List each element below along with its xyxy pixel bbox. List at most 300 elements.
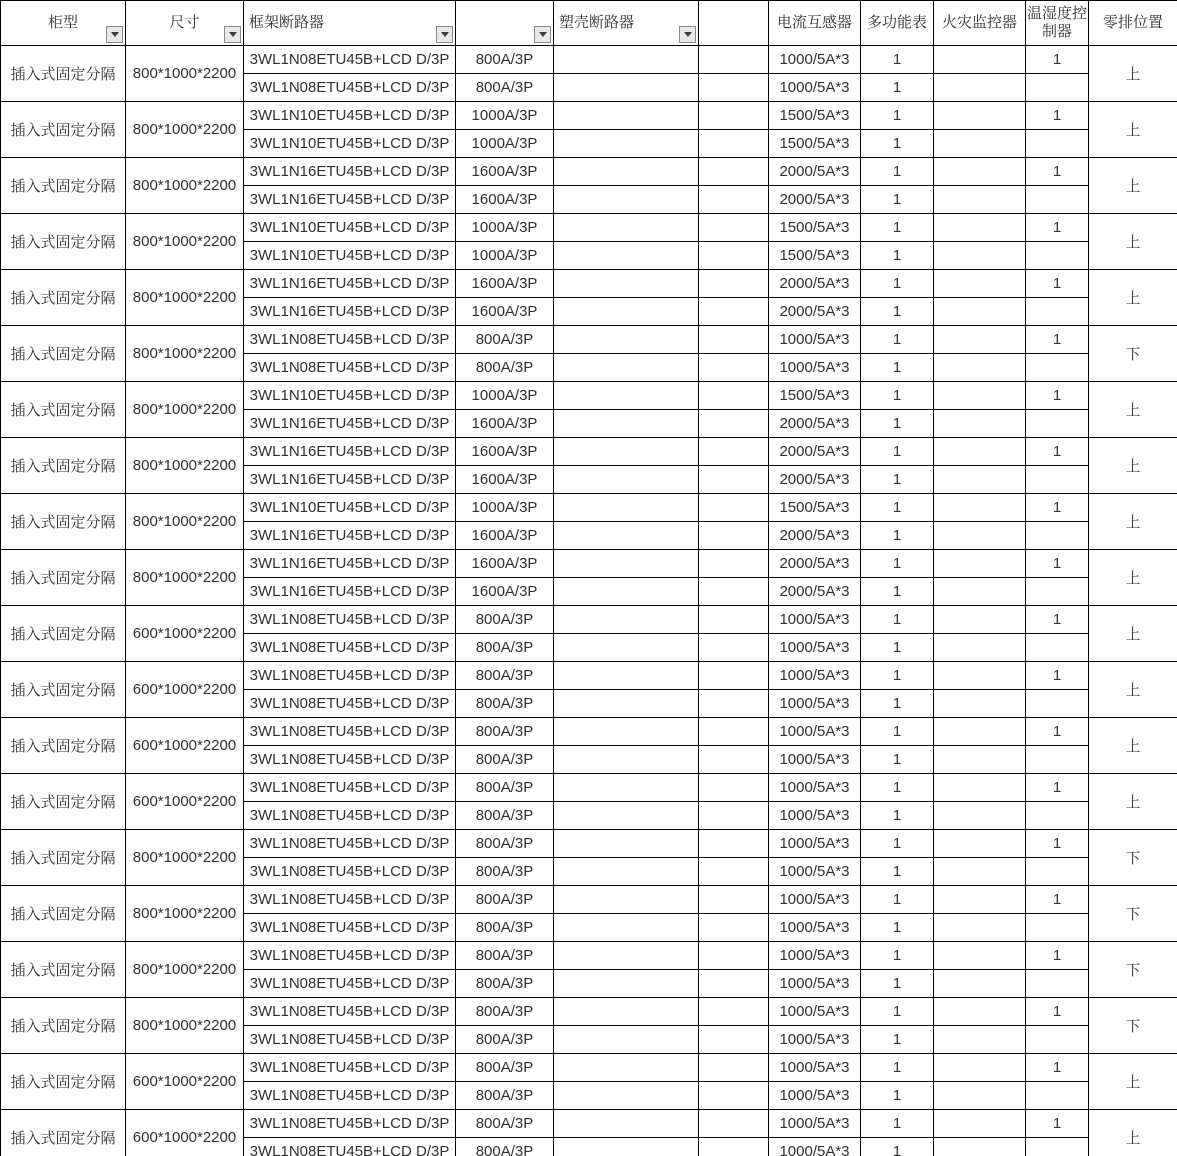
cell-acb[interactable]: 3WL1N08ETU45B+LCD D/3P [244, 998, 456, 1026]
cell-cabinet-type[interactable]: 插入式固定分隔 [1, 774, 126, 830]
cell-acb-rating[interactable]: 800A/3P [456, 718, 554, 746]
cell-size[interactable]: 800*1000*2200 [126, 886, 244, 942]
header-mccb-extra[interactable] [699, 1, 769, 46]
cell-fire-monitor[interactable] [934, 74, 1026, 102]
cell-mccb[interactable] [554, 354, 699, 382]
cell-multifunction-meter[interactable]: 1 [861, 242, 934, 270]
cell-temp-humidity-controller[interactable]: 1 [1026, 606, 1089, 634]
cell-multifunction-meter[interactable]: 1 [861, 186, 934, 214]
cell-size[interactable]: 800*1000*2200 [126, 550, 244, 606]
cell-current-transformer[interactable]: 1500/5A*3 [769, 242, 861, 270]
cell-acb[interactable]: 3WL1N08ETU45B+LCD D/3P [244, 74, 456, 102]
cell-mccb-extra[interactable] [699, 634, 769, 662]
cell-cabinet-type[interactable]: 插入式固定分隔 [1, 382, 126, 438]
cell-size[interactable]: 600*1000*2200 [126, 1110, 244, 1156]
cell-current-transformer[interactable]: 1000/5A*3 [769, 354, 861, 382]
cell-fire-monitor[interactable] [934, 102, 1026, 130]
cell-mccb[interactable] [554, 74, 699, 102]
cell-mccb-extra[interactable] [699, 1054, 769, 1082]
cell-temp-humidity-controller[interactable] [1026, 1138, 1089, 1156]
cell-temp-humidity-controller[interactable] [1026, 858, 1089, 886]
cell-current-transformer[interactable]: 1000/5A*3 [769, 886, 861, 914]
cell-mccb[interactable] [554, 606, 699, 634]
cell-acb-rating[interactable]: 800A/3P [456, 1054, 554, 1082]
cell-mccb[interactable] [554, 466, 699, 494]
cell-fire-monitor[interactable] [934, 382, 1026, 410]
cell-temp-humidity-controller[interactable] [1026, 914, 1089, 942]
cell-neutral-bar-position[interactable]: 上 [1089, 158, 1177, 214]
cell-mccb[interactable] [554, 970, 699, 998]
cell-mccb-extra[interactable] [699, 158, 769, 186]
cell-acb[interactable]: 3WL1N10ETU45B+LCD D/3P [244, 494, 456, 522]
cell-size[interactable]: 800*1000*2200 [126, 830, 244, 886]
cell-current-transformer[interactable]: 1000/5A*3 [769, 1054, 861, 1082]
cell-fire-monitor[interactable] [934, 970, 1026, 998]
cell-neutral-bar-position[interactable]: 上 [1089, 46, 1177, 102]
cell-acb-rating[interactable]: 800A/3P [456, 1026, 554, 1054]
cell-mccb[interactable] [554, 998, 699, 1026]
cell-mccb-extra[interactable] [699, 186, 769, 214]
cell-current-transformer[interactable]: 2000/5A*3 [769, 158, 861, 186]
cell-mccb-extra[interactable] [699, 130, 769, 158]
cell-neutral-bar-position[interactable]: 上 [1089, 494, 1177, 550]
cell-temp-humidity-controller[interactable]: 1 [1026, 550, 1089, 578]
cell-current-transformer[interactable]: 1000/5A*3 [769, 74, 861, 102]
cell-mccb-extra[interactable] [699, 690, 769, 718]
cell-acb[interactable]: 3WL1N16ETU45B+LCD D/3P [244, 186, 456, 214]
cell-mccb-extra[interactable] [699, 662, 769, 690]
cell-acb[interactable]: 3WL1N08ETU45B+LCD D/3P [244, 886, 456, 914]
cell-temp-humidity-controller[interactable] [1026, 466, 1089, 494]
cell-current-transformer[interactable]: 1000/5A*3 [769, 46, 861, 74]
cell-acb[interactable]: 3WL1N08ETU45B+LCD D/3P [244, 858, 456, 886]
cell-mccb-extra[interactable] [699, 802, 769, 830]
cell-current-transformer[interactable]: 2000/5A*3 [769, 578, 861, 606]
cell-current-transformer[interactable]: 1500/5A*3 [769, 382, 861, 410]
cell-fire-monitor[interactable] [934, 578, 1026, 606]
cell-mccb[interactable] [554, 46, 699, 74]
cell-multifunction-meter[interactable]: 1 [861, 130, 934, 158]
cell-cabinet-type[interactable]: 插入式固定分隔 [1, 438, 126, 494]
cell-fire-monitor[interactable] [934, 690, 1026, 718]
cell-current-transformer[interactable]: 1000/5A*3 [769, 1026, 861, 1054]
cell-multifunction-meter[interactable]: 1 [861, 438, 934, 466]
filter-button-cabinet-type[interactable] [106, 26, 123, 43]
cell-acb[interactable]: 3WL1N16ETU45B+LCD D/3P [244, 550, 456, 578]
cell-temp-humidity-controller[interactable]: 1 [1026, 774, 1089, 802]
cell-temp-humidity-controller[interactable]: 1 [1026, 998, 1089, 1026]
cell-neutral-bar-position[interactable]: 上 [1089, 214, 1177, 270]
cell-cabinet-type[interactable]: 插入式固定分隔 [1, 718, 126, 774]
cell-cabinet-type[interactable]: 插入式固定分隔 [1, 1054, 126, 1110]
cell-acb-rating[interactable]: 800A/3P [456, 46, 554, 74]
cell-cabinet-type[interactable]: 插入式固定分隔 [1, 550, 126, 606]
cell-multifunction-meter[interactable]: 1 [861, 522, 934, 550]
cell-temp-humidity-controller[interactable]: 1 [1026, 942, 1089, 970]
cell-cabinet-type[interactable]: 插入式固定分隔 [1, 662, 126, 718]
cell-fire-monitor[interactable] [934, 830, 1026, 858]
cell-multifunction-meter[interactable]: 1 [861, 466, 934, 494]
cell-size[interactable]: 800*1000*2200 [126, 270, 244, 326]
cell-acb[interactable]: 3WL1N08ETU45B+LCD D/3P [244, 802, 456, 830]
cell-acb-rating[interactable]: 1000A/3P [456, 242, 554, 270]
cell-current-transformer[interactable]: 2000/5A*3 [769, 270, 861, 298]
cell-mccb[interactable] [554, 1026, 699, 1054]
cell-neutral-bar-position[interactable]: 下 [1089, 886, 1177, 942]
cell-temp-humidity-controller[interactable]: 1 [1026, 662, 1089, 690]
cell-mccb[interactable] [554, 886, 699, 914]
cell-multifunction-meter[interactable]: 1 [861, 690, 934, 718]
cell-multifunction-meter[interactable]: 1 [861, 102, 934, 130]
cell-acb-rating[interactable]: 1600A/3P [456, 158, 554, 186]
cell-temp-humidity-controller[interactable] [1026, 1026, 1089, 1054]
cell-acb-rating[interactable]: 800A/3P [456, 662, 554, 690]
cell-multifunction-meter[interactable]: 1 [861, 1026, 934, 1054]
cell-temp-humidity-controller[interactable]: 1 [1026, 1054, 1089, 1082]
cell-fire-monitor[interactable] [934, 270, 1026, 298]
cell-temp-humidity-controller[interactable]: 1 [1026, 830, 1089, 858]
cell-multifunction-meter[interactable]: 1 [861, 858, 934, 886]
cell-acb-rating[interactable]: 800A/3P [456, 970, 554, 998]
cell-acb-rating[interactable]: 1600A/3P [456, 522, 554, 550]
cell-acb-rating[interactable]: 800A/3P [456, 830, 554, 858]
cell-acb-rating[interactable]: 1600A/3P [456, 410, 554, 438]
cell-temp-humidity-controller[interactable]: 1 [1026, 158, 1089, 186]
cell-cabinet-type[interactable]: 插入式固定分隔 [1, 46, 126, 102]
cell-multifunction-meter[interactable]: 1 [861, 634, 934, 662]
cell-mccb[interactable] [554, 438, 699, 466]
cell-acb[interactable]: 3WL1N16ETU45B+LCD D/3P [244, 410, 456, 438]
cell-acb[interactable]: 3WL1N08ETU45B+LCD D/3P [244, 46, 456, 74]
header-temp-humidity-controller[interactable] [1026, 1, 1089, 46]
cell-fire-monitor[interactable] [934, 326, 1026, 354]
cell-acb[interactable]: 3WL1N08ETU45B+LCD D/3P [244, 970, 456, 998]
cell-mccb-extra[interactable] [699, 74, 769, 102]
cell-acb-rating[interactable]: 800A/3P [456, 1082, 554, 1110]
cell-mccb[interactable] [554, 130, 699, 158]
cell-acb[interactable]: 3WL1N08ETU45B+LCD D/3P [244, 1026, 456, 1054]
cell-mccb-extra[interactable] [699, 242, 769, 270]
cell-mccb-extra[interactable] [699, 550, 769, 578]
cell-current-transformer[interactable]: 2000/5A*3 [769, 522, 861, 550]
header-neutral-bar-position[interactable] [1089, 1, 1177, 46]
cell-mccb-extra[interactable] [699, 1082, 769, 1110]
cell-fire-monitor[interactable] [934, 914, 1026, 942]
cell-temp-humidity-controller[interactable]: 1 [1026, 718, 1089, 746]
cell-mccb[interactable] [554, 1138, 699, 1156]
cell-temp-humidity-controller[interactable]: 1 [1026, 326, 1089, 354]
cell-acb-rating[interactable]: 1600A/3P [456, 466, 554, 494]
header-fire-monitor[interactable] [934, 1, 1026, 46]
cell-fire-monitor[interactable] [934, 1082, 1026, 1110]
cell-fire-monitor[interactable] [934, 214, 1026, 242]
cell-mccb[interactable] [554, 214, 699, 242]
cell-mccb[interactable] [554, 522, 699, 550]
cell-multifunction-meter[interactable]: 1 [861, 942, 934, 970]
cell-cabinet-type[interactable]: 插入式固定分隔 [1, 1110, 126, 1156]
cell-fire-monitor[interactable] [934, 662, 1026, 690]
cell-temp-humidity-controller[interactable] [1026, 634, 1089, 662]
cell-multifunction-meter[interactable]: 1 [861, 830, 934, 858]
cell-acb[interactable]: 3WL1N08ETU45B+LCD D/3P [244, 942, 456, 970]
cell-fire-monitor[interactable] [934, 858, 1026, 886]
cell-current-transformer[interactable]: 1500/5A*3 [769, 102, 861, 130]
cell-size[interactable]: 800*1000*2200 [126, 942, 244, 998]
cell-size[interactable]: 600*1000*2200 [126, 774, 244, 830]
cell-mccb[interactable] [554, 746, 699, 774]
cell-current-transformer[interactable]: 1000/5A*3 [769, 606, 861, 634]
cell-mccb-extra[interactable] [699, 1138, 769, 1156]
cell-mccb[interactable] [554, 690, 699, 718]
cell-cabinet-type[interactable]: 插入式固定分隔 [1, 326, 126, 382]
cell-mccb-extra[interactable] [699, 438, 769, 466]
cell-current-transformer[interactable]: 1000/5A*3 [769, 326, 861, 354]
cell-mccb-extra[interactable] [699, 354, 769, 382]
cell-acb[interactable]: 3WL1N08ETU45B+LCD D/3P [244, 326, 456, 354]
cell-mccb-extra[interactable] [699, 1110, 769, 1138]
cell-current-transformer[interactable]: 1000/5A*3 [769, 662, 861, 690]
cell-current-transformer[interactable]: 1500/5A*3 [769, 130, 861, 158]
cell-mccb-extra[interactable] [699, 382, 769, 410]
cell-temp-humidity-controller[interactable] [1026, 130, 1089, 158]
cell-size[interactable]: 800*1000*2200 [126, 102, 244, 158]
cell-acb[interactable]: 3WL1N08ETU45B+LCD D/3P [244, 1082, 456, 1110]
cell-neutral-bar-position[interactable]: 上 [1089, 662, 1177, 718]
cell-current-transformer[interactable]: 1000/5A*3 [769, 1082, 861, 1110]
cell-mccb-extra[interactable] [699, 410, 769, 438]
cell-neutral-bar-position[interactable]: 上 [1089, 270, 1177, 326]
cell-multifunction-meter[interactable]: 1 [861, 970, 934, 998]
cell-acb[interactable]: 3WL1N08ETU45B+LCD D/3P [244, 830, 456, 858]
cell-fire-monitor[interactable] [934, 46, 1026, 74]
cell-fire-monitor[interactable] [934, 1026, 1026, 1054]
cell-multifunction-meter[interactable]: 1 [861, 802, 934, 830]
header-current-transformer[interactable] [769, 1, 861, 46]
cell-temp-humidity-controller[interactable] [1026, 410, 1089, 438]
cell-acb[interactable]: 3WL1N08ETU45B+LCD D/3P [244, 774, 456, 802]
cell-multifunction-meter[interactable]: 1 [861, 158, 934, 186]
cell-mccb[interactable] [554, 298, 699, 326]
cell-multifunction-meter[interactable]: 1 [861, 382, 934, 410]
cell-multifunction-meter[interactable]: 1 [861, 578, 934, 606]
cell-multifunction-meter[interactable]: 1 [861, 326, 934, 354]
cell-size[interactable]: 600*1000*2200 [126, 662, 244, 718]
cell-mccb-extra[interactable] [699, 970, 769, 998]
cell-fire-monitor[interactable] [934, 746, 1026, 774]
cell-temp-humidity-controller[interactable]: 1 [1026, 46, 1089, 74]
cell-fire-monitor[interactable] [934, 942, 1026, 970]
cell-current-transformer[interactable]: 1000/5A*3 [769, 942, 861, 970]
cell-acb-rating[interactable]: 1600A/3P [456, 438, 554, 466]
cell-acb[interactable]: 3WL1N10ETU45B+LCD D/3P [244, 214, 456, 242]
cell-current-transformer[interactable]: 1000/5A*3 [769, 634, 861, 662]
cell-acb[interactable]: 3WL1N08ETU45B+LCD D/3P [244, 1110, 456, 1138]
cell-current-transformer[interactable]: 1500/5A*3 [769, 214, 861, 242]
cell-acb-rating[interactable]: 800A/3P [456, 914, 554, 942]
filter-button-size[interactable] [224, 26, 241, 43]
cell-multifunction-meter[interactable]: 1 [861, 354, 934, 382]
cell-mccb[interactable] [554, 858, 699, 886]
cell-acb-rating[interactable]: 800A/3P [456, 606, 554, 634]
cell-multifunction-meter[interactable]: 1 [861, 662, 934, 690]
cell-mccb[interactable] [554, 1082, 699, 1110]
cell-current-transformer[interactable]: 2000/5A*3 [769, 298, 861, 326]
cell-neutral-bar-position[interactable]: 上 [1089, 1054, 1177, 1110]
cell-mccb-extra[interactable] [699, 718, 769, 746]
cell-acb[interactable]: 3WL1N08ETU45B+LCD D/3P [244, 718, 456, 746]
cell-mccb-extra[interactable] [699, 298, 769, 326]
cell-acb-rating[interactable]: 1000A/3P [456, 102, 554, 130]
cell-cabinet-type[interactable]: 插入式固定分隔 [1, 998, 126, 1054]
cell-fire-monitor[interactable] [934, 438, 1026, 466]
cell-multifunction-meter[interactable]: 1 [861, 1082, 934, 1110]
cell-multifunction-meter[interactable]: 1 [861, 1054, 934, 1082]
cell-mccb-extra[interactable] [699, 466, 769, 494]
cell-mccb[interactable] [554, 102, 699, 130]
cell-acb[interactable]: 3WL1N08ETU45B+LCD D/3P [244, 606, 456, 634]
cell-temp-humidity-controller[interactable]: 1 [1026, 1110, 1089, 1138]
cell-mccb-extra[interactable] [699, 214, 769, 242]
cell-temp-humidity-controller[interactable] [1026, 1082, 1089, 1110]
cell-current-transformer[interactable]: 2000/5A*3 [769, 438, 861, 466]
cell-acb-rating[interactable]: 800A/3P [456, 998, 554, 1026]
cell-mccb[interactable] [554, 494, 699, 522]
cell-size[interactable]: 800*1000*2200 [126, 46, 244, 102]
cell-mccb-extra[interactable] [699, 830, 769, 858]
cell-mccb-extra[interactable] [699, 998, 769, 1026]
cell-mccb-extra[interactable] [699, 886, 769, 914]
cell-mccb-extra[interactable] [699, 1026, 769, 1054]
cell-acb[interactable]: 3WL1N10ETU45B+LCD D/3P [244, 242, 456, 270]
header-mccb[interactable] [554, 1, 699, 46]
cell-acb[interactable]: 3WL1N16ETU45B+LCD D/3P [244, 270, 456, 298]
cell-acb-rating[interactable]: 800A/3P [456, 1110, 554, 1138]
cell-acb-rating[interactable]: 800A/3P [456, 802, 554, 830]
cell-mccb-extra[interactable] [699, 942, 769, 970]
cell-fire-monitor[interactable] [934, 298, 1026, 326]
cell-current-transformer[interactable]: 1000/5A*3 [769, 1138, 861, 1156]
cell-mccb[interactable] [554, 942, 699, 970]
cell-mccb-extra[interactable] [699, 270, 769, 298]
cell-mccb-extra[interactable] [699, 774, 769, 802]
cell-acb-rating[interactable]: 800A/3P [456, 1138, 554, 1156]
header-acb[interactable] [244, 1, 456, 46]
cell-fire-monitor[interactable] [934, 1054, 1026, 1082]
cell-neutral-bar-position[interactable]: 上 [1089, 774, 1177, 830]
cell-acb-rating[interactable]: 1600A/3P [456, 186, 554, 214]
cell-size[interactable]: 600*1000*2200 [126, 606, 244, 662]
cell-multifunction-meter[interactable]: 1 [861, 46, 934, 74]
cell-cabinet-type[interactable]: 插入式固定分隔 [1, 830, 126, 886]
cell-acb[interactable]: 3WL1N16ETU45B+LCD D/3P [244, 438, 456, 466]
cell-size[interactable]: 800*1000*2200 [126, 214, 244, 270]
cell-mccb[interactable] [554, 550, 699, 578]
cell-fire-monitor[interactable] [934, 998, 1026, 1026]
cell-acb-rating[interactable]: 800A/3P [456, 858, 554, 886]
cell-multifunction-meter[interactable]: 1 [861, 74, 934, 102]
cell-acb-rating[interactable]: 1000A/3P [456, 130, 554, 158]
cell-multifunction-meter[interactable]: 1 [861, 1110, 934, 1138]
cell-multifunction-meter[interactable]: 1 [861, 886, 934, 914]
cell-fire-monitor[interactable] [934, 550, 1026, 578]
cell-fire-monitor[interactable] [934, 774, 1026, 802]
cell-mccb-extra[interactable] [699, 326, 769, 354]
cell-acb-rating[interactable]: 1600A/3P [456, 550, 554, 578]
cell-acb[interactable]: 3WL1N10ETU45B+LCD D/3P [244, 382, 456, 410]
cell-multifunction-meter[interactable]: 1 [861, 494, 934, 522]
cell-size[interactable]: 800*1000*2200 [126, 998, 244, 1054]
cell-current-transformer[interactable]: 1000/5A*3 [769, 830, 861, 858]
cell-mccb[interactable] [554, 158, 699, 186]
cell-current-transformer[interactable]: 1000/5A*3 [769, 970, 861, 998]
cell-acb[interactable]: 3WL1N08ETU45B+LCD D/3P [244, 354, 456, 382]
cell-temp-humidity-controller[interactable] [1026, 354, 1089, 382]
cell-neutral-bar-position[interactable]: 下 [1089, 830, 1177, 886]
cell-size[interactable]: 800*1000*2200 [126, 326, 244, 382]
cell-cabinet-type[interactable]: 插入式固定分隔 [1, 158, 126, 214]
cell-mccb-extra[interactable] [699, 746, 769, 774]
cell-cabinet-type[interactable]: 插入式固定分隔 [1, 494, 126, 550]
cell-fire-monitor[interactable] [934, 494, 1026, 522]
cell-temp-humidity-controller[interactable]: 1 [1026, 382, 1089, 410]
cell-mccb[interactable] [554, 914, 699, 942]
cell-mccb[interactable] [554, 326, 699, 354]
cell-current-transformer[interactable]: 2000/5A*3 [769, 550, 861, 578]
cell-mccb-extra[interactable] [699, 858, 769, 886]
cell-multifunction-meter[interactable]: 1 [861, 998, 934, 1026]
cell-current-transformer[interactable]: 2000/5A*3 [769, 466, 861, 494]
cell-temp-humidity-controller[interactable]: 1 [1026, 494, 1089, 522]
cell-mccb-extra[interactable] [699, 102, 769, 130]
cell-multifunction-meter[interactable]: 1 [861, 718, 934, 746]
cell-temp-humidity-controller[interactable] [1026, 186, 1089, 214]
cell-mccb[interactable] [554, 1054, 699, 1082]
filter-button-acb[interactable] [436, 26, 453, 43]
cell-cabinet-type[interactable]: 插入式固定分隔 [1, 214, 126, 270]
filter-button-mccb[interactable] [679, 26, 696, 43]
cell-acb-rating[interactable]: 800A/3P [456, 746, 554, 774]
cell-temp-humidity-controller[interactable] [1026, 242, 1089, 270]
cell-neutral-bar-position[interactable]: 下 [1089, 998, 1177, 1054]
cell-fire-monitor[interactable] [934, 802, 1026, 830]
cell-fire-monitor[interactable] [934, 130, 1026, 158]
cell-temp-humidity-controller[interactable] [1026, 970, 1089, 998]
cell-fire-monitor[interactable] [934, 522, 1026, 550]
cell-acb[interactable]: 3WL1N08ETU45B+LCD D/3P [244, 662, 456, 690]
cell-acb-rating[interactable]: 800A/3P [456, 774, 554, 802]
cell-cabinet-type[interactable]: 插入式固定分隔 [1, 102, 126, 158]
cell-acb[interactable]: 3WL1N08ETU45B+LCD D/3P [244, 914, 456, 942]
cell-mccb[interactable] [554, 802, 699, 830]
cell-current-transformer[interactable]: 2000/5A*3 [769, 186, 861, 214]
cell-multifunction-meter[interactable]: 1 [861, 1138, 934, 1156]
cell-temp-humidity-controller[interactable]: 1 [1026, 102, 1089, 130]
cell-temp-humidity-controller[interactable]: 1 [1026, 270, 1089, 298]
filter-button-acb-rating[interactable] [534, 26, 551, 43]
cell-acb-rating[interactable]: 800A/3P [456, 354, 554, 382]
cell-mccb[interactable] [554, 718, 699, 746]
cell-temp-humidity-controller[interactable]: 1 [1026, 886, 1089, 914]
cell-cabinet-type[interactable]: 插入式固定分隔 [1, 270, 126, 326]
cell-mccb[interactable] [554, 186, 699, 214]
cell-acb-rating[interactable]: 1600A/3P [456, 270, 554, 298]
cell-current-transformer[interactable]: 1000/5A*3 [769, 774, 861, 802]
cell-mccb[interactable] [554, 270, 699, 298]
cell-neutral-bar-position[interactable]: 下 [1089, 326, 1177, 382]
cell-size[interactable]: 800*1000*2200 [126, 382, 244, 438]
cell-temp-humidity-controller[interactable]: 1 [1026, 438, 1089, 466]
cell-mccb-extra[interactable] [699, 578, 769, 606]
